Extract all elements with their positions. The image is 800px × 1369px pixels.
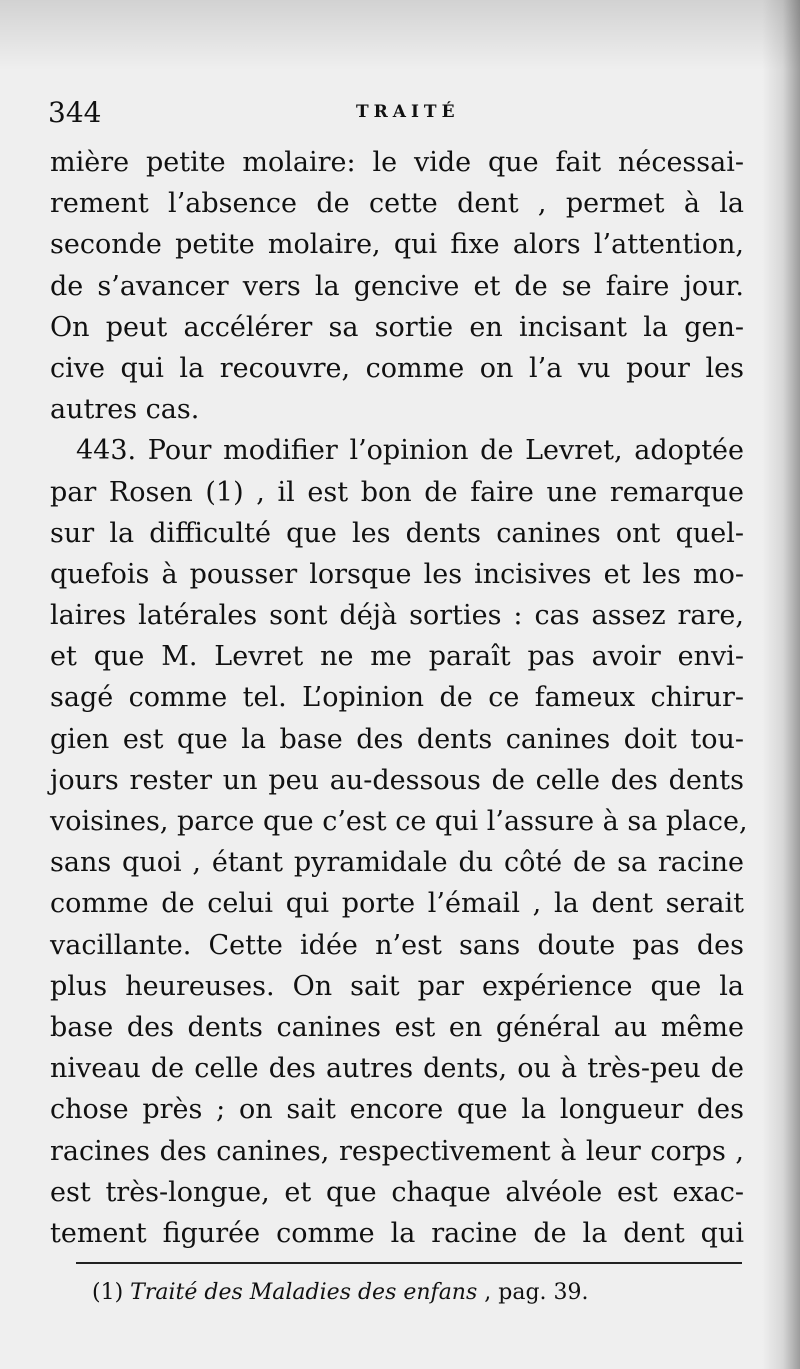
text-line: sur la difficulté que les dents canines ont quel- (50, 517, 744, 549)
text-line: rement l’absence de cette dent , permet à la (50, 188, 744, 220)
text-line: base des dents canines est en général au même (50, 1011, 744, 1043)
footnote-reference: , pag. 39. (484, 1280, 589, 1305)
text-line: chose près ; on sait encore que la longueur des (50, 1094, 744, 1126)
text-line: voisines, parce que c’est ce qui l’assure à sa place, (50, 806, 748, 837)
body-text (50, 142, 748, 1254)
text-line: vacillante. Cette idée n’est sans doute pas des (50, 929, 744, 961)
text-line: comme de celui qui porte l’émail , la dent serait (50, 888, 744, 920)
text-line-paragraph-end: autres cas. (50, 394, 200, 426)
running-title: TRAITÉ (356, 102, 460, 122)
text-line: jours rester un peu au-dessous de celle des dents (50, 764, 744, 796)
text-line: seconde petite molaire, qui fixe alors l’attention, (50, 229, 744, 261)
text-line: sagé comme tel. L’opinion de ce fameux chirur- (50, 682, 744, 714)
text-line: tement figurée comme la racine de la dent qui (50, 1217, 744, 1249)
text-line: cive qui la recouvre, comme on l’a vu pour les (50, 352, 744, 384)
text-line: quefois à pousser lorsque les incisives et les mo- (50, 558, 744, 590)
footnote (92, 1280, 589, 1305)
text-line: niveau de celle des autres dents, ou à très-peu de (50, 1053, 744, 1085)
footnote-marker: (1) (92, 1280, 124, 1305)
text-line: laires latérales sont déjà sorties : cas assez rare, (50, 600, 744, 632)
text-line: gien est que la base des dents canines doit tou- (50, 723, 744, 755)
page-header (48, 96, 748, 136)
text-line: est très-longue, et que chaque alvéole est exac- (50, 1176, 744, 1208)
footnote-title: Traité des Maladies des enfans (130, 1280, 478, 1305)
text-line: plus heureuses. On sait par expérience que la (50, 970, 744, 1002)
text-line: par Rosen (1) , il est bon de faire une remarque (50, 476, 744, 508)
page-number: 344 (48, 96, 102, 129)
text-line: sans quoi , étant pyramidale du côté de sa racine (50, 847, 744, 879)
text-line: mière petite molaire: le vide que fait nécessai- (50, 147, 744, 178)
page-edge-shadow (762, 0, 800, 1369)
text-line: racines des canines, respectivement à leur corps , (50, 1135, 744, 1167)
footnote-rule (76, 1262, 742, 1264)
text-line: On peut accélérer sa sortie en incisant la gen- (50, 311, 744, 343)
page-top-shadow (0, 0, 800, 70)
text-line: de s’avancer vers la gencive et de se faire jour. (50, 270, 744, 302)
text-line-paragraph-start: 443. Pour modifier l’opinion de Levret, adoptée (76, 435, 744, 467)
text-line: et que M. Levret ne me paraît pas avoir envi- (50, 641, 744, 673)
